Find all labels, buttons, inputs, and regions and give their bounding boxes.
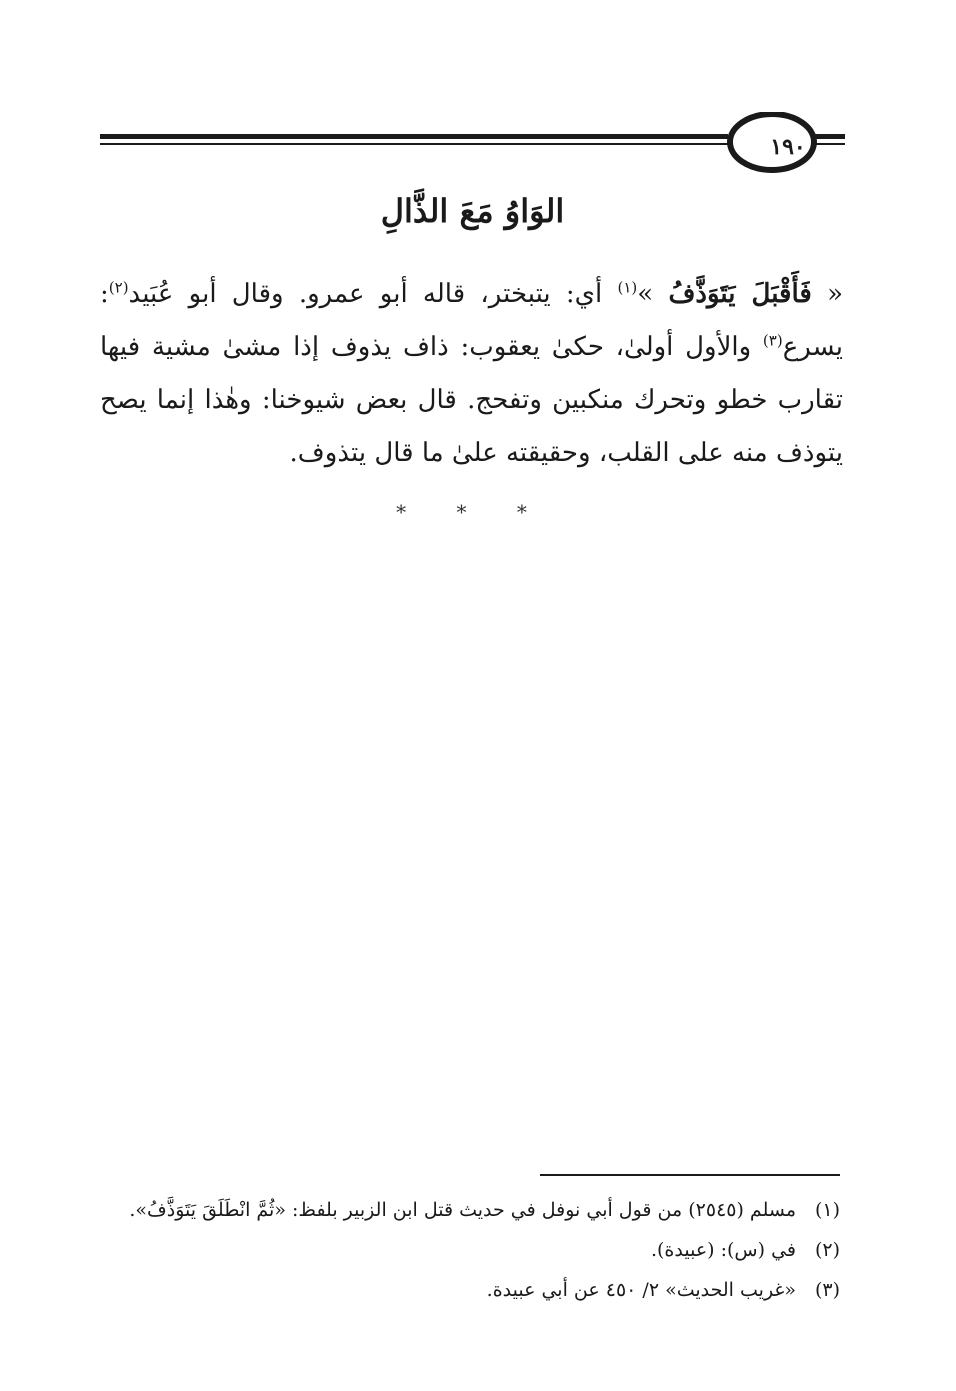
- section-separator: * * *: [396, 500, 549, 524]
- keyword-phrase: فَأَقْبَلَ يَتَوَذَّفُ: [668, 279, 812, 309]
- paragraph-text-3: والأول أولىٰ، حكىٰ يعقوب: ذاف يذوف إذا مشىٰ مشية فيها تقارب خطو وتحرك منكبين وتفحج. قال بعض شيوخنا: وهٰذا إنما يصح يتوذف منه على القلب، وحقيقته علىٰ ما قال يتذوف.: [100, 332, 843, 468]
- footnote-number: (٣): [814, 1279, 840, 1301]
- footnote-number: (١): [814, 1199, 840, 1221]
- footnote-number: (٢): [814, 1239, 840, 1261]
- section-title: الوَاوُ مَعَ الذَّالِ: [380, 192, 565, 230]
- header-rule-ornament: [100, 112, 845, 182]
- page-header: [100, 112, 845, 182]
- footnote-item: [100, 1230, 840, 1270]
- footnotes: [100, 1190, 840, 1310]
- footnote-item: [100, 1270, 840, 1310]
- footnote-text: مسلم (٢٥٤٥) من قول أبي نوفل في حديث قتل ابن الزبير بلفظ: «ثُمَّ انْطَلَقَ يَتَوَذَّفُ».: [129, 1199, 796, 1221]
- quote-open: «: [811, 279, 843, 309]
- page-number: ١٩٠: [770, 134, 806, 160]
- footnote-marker-2[interactable]: (٢): [108, 278, 129, 297]
- paragraph-text-2: : يسرع: [100, 279, 843, 362]
- footnote-marker-3[interactable]: (٣): [762, 331, 783, 350]
- footnote-item: [100, 1190, 840, 1230]
- main-paragraph: [100, 268, 843, 480]
- footnote-text: «غريب الحديث» ٢/ ٤٥٠ عن أبي عبيدة.: [486, 1279, 796, 1301]
- quote-close: »: [637, 279, 669, 309]
- paragraph-text-1: أي: يتبختر، قاله أبو عمرو. وقال أبو عُبَيد: [128, 279, 618, 309]
- footnote-marker-1[interactable]: (١): [617, 278, 638, 297]
- footnote-divider: [540, 1174, 840, 1176]
- footnote-text: في (س): (عبيدة).: [650, 1239, 796, 1261]
